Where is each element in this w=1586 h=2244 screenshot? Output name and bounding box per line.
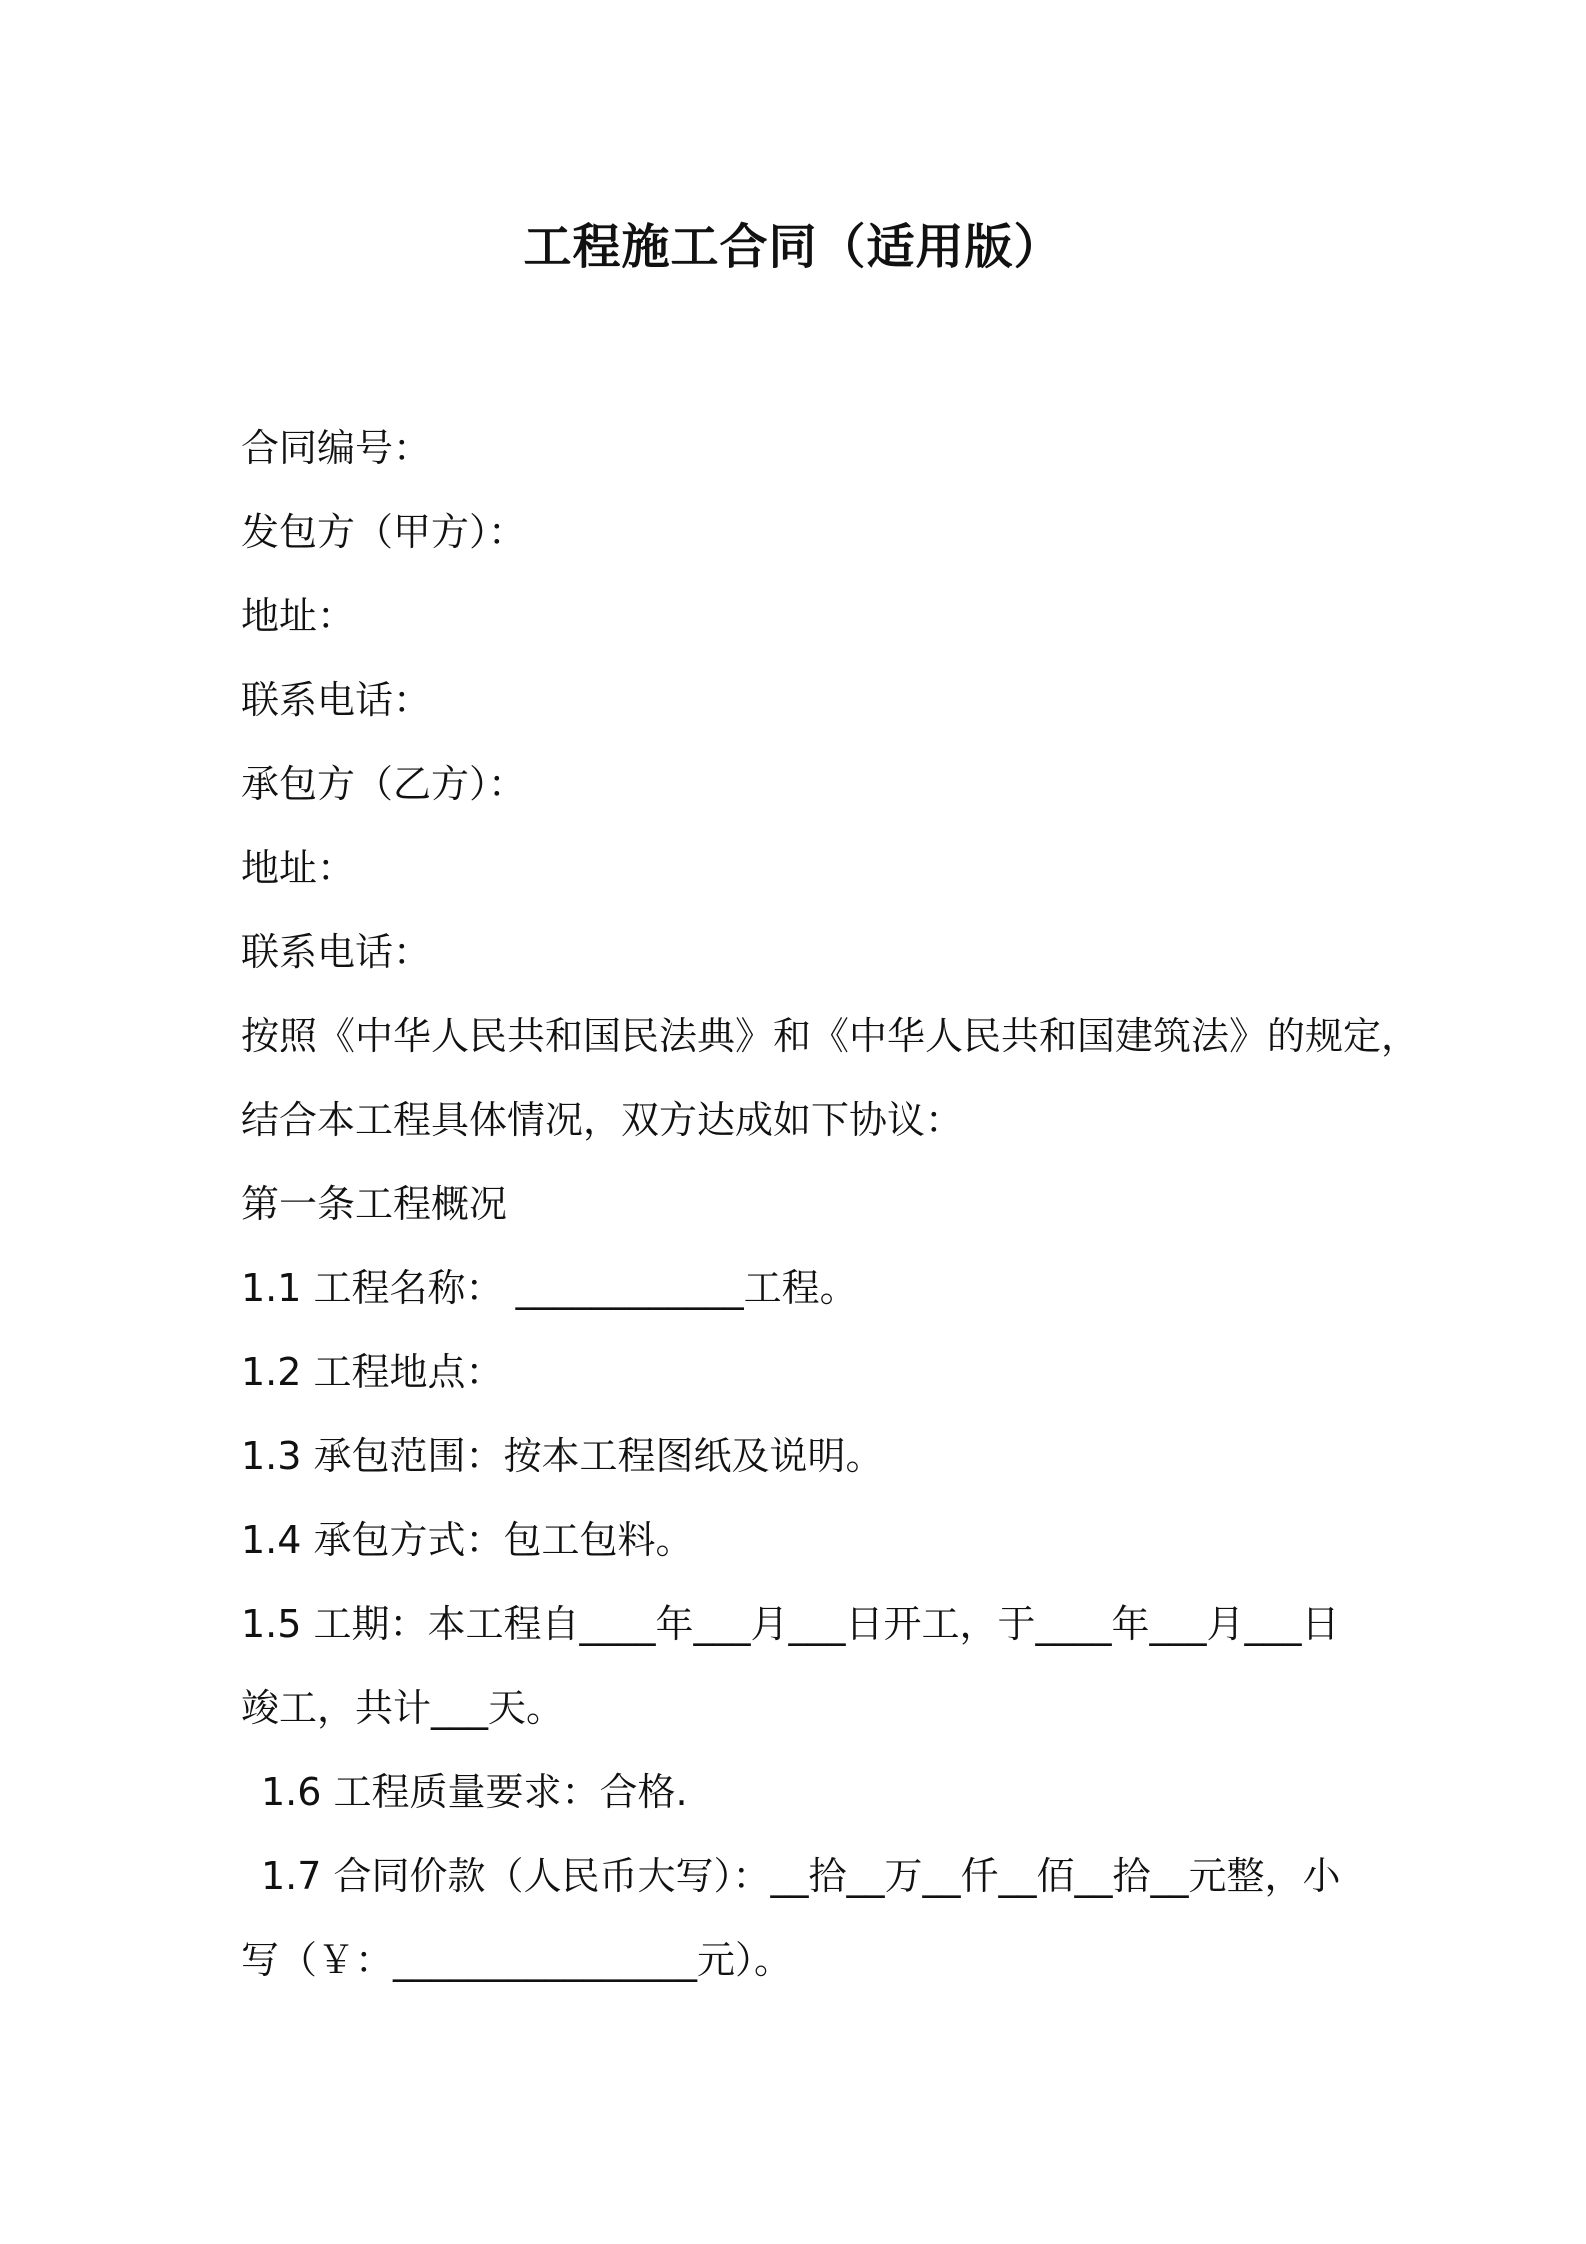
document-body (241, 406, 1420, 2002)
document-title: 工程施工合同（适用版） (523, 219, 1063, 275)
clause-1-5-duration-continued: 竣工，共计___天。 (241, 1686, 565, 1730)
party-b-line: 承包方（乙方）： (241, 762, 527, 806)
party-b-address-line: 地址： (241, 846, 356, 890)
clause-1-4-contract-mode: 1.4 承包方式：包工包料。 (241, 1518, 694, 1562)
clause-1-6-quality: 1.6 工程质量要求：合格. (261, 1770, 688, 1814)
agreement-intro-line: 结合本工程具体情况，双方达成如下协议： (241, 1098, 964, 1142)
party-a-line: 发包方（甲方）： (241, 510, 527, 554)
party-a-address-line: 地址： (241, 594, 356, 638)
clause-1-7-price-continued: 写（￥：________________元）。 (241, 1938, 793, 1982)
article-1-heading: 第一条工程概况 (241, 1182, 508, 1226)
clause-1-2-project-location: 1.2 工程地点： (241, 1350, 504, 1394)
clause-1-5-duration: 1.5 工期：本工程自____年___月___日开工，于____年___月___日 (241, 1602, 1340, 1646)
clause-1-7-price: 1.7 合同价款（人民币大写）：__拾__万__仟__佰__拾__元整，小 (261, 1854, 1341, 1898)
party-b-phone-line: 联系电话： (241, 930, 432, 974)
legal-basis-line: 按照《中华人民共和国民法典》和《中华人民共和国建筑法》的规定， (241, 1014, 1420, 1058)
party-a-phone-line: 联系电话： (241, 678, 432, 722)
clause-1-1-project-name: 1.1 工程名称： ____________工程。 (241, 1266, 858, 1310)
clause-1-3-scope: 1.3 承包范围：按本工程图纸及说明。 (241, 1434, 884, 1478)
contract-number-line: 合同编号： (241, 426, 432, 470)
